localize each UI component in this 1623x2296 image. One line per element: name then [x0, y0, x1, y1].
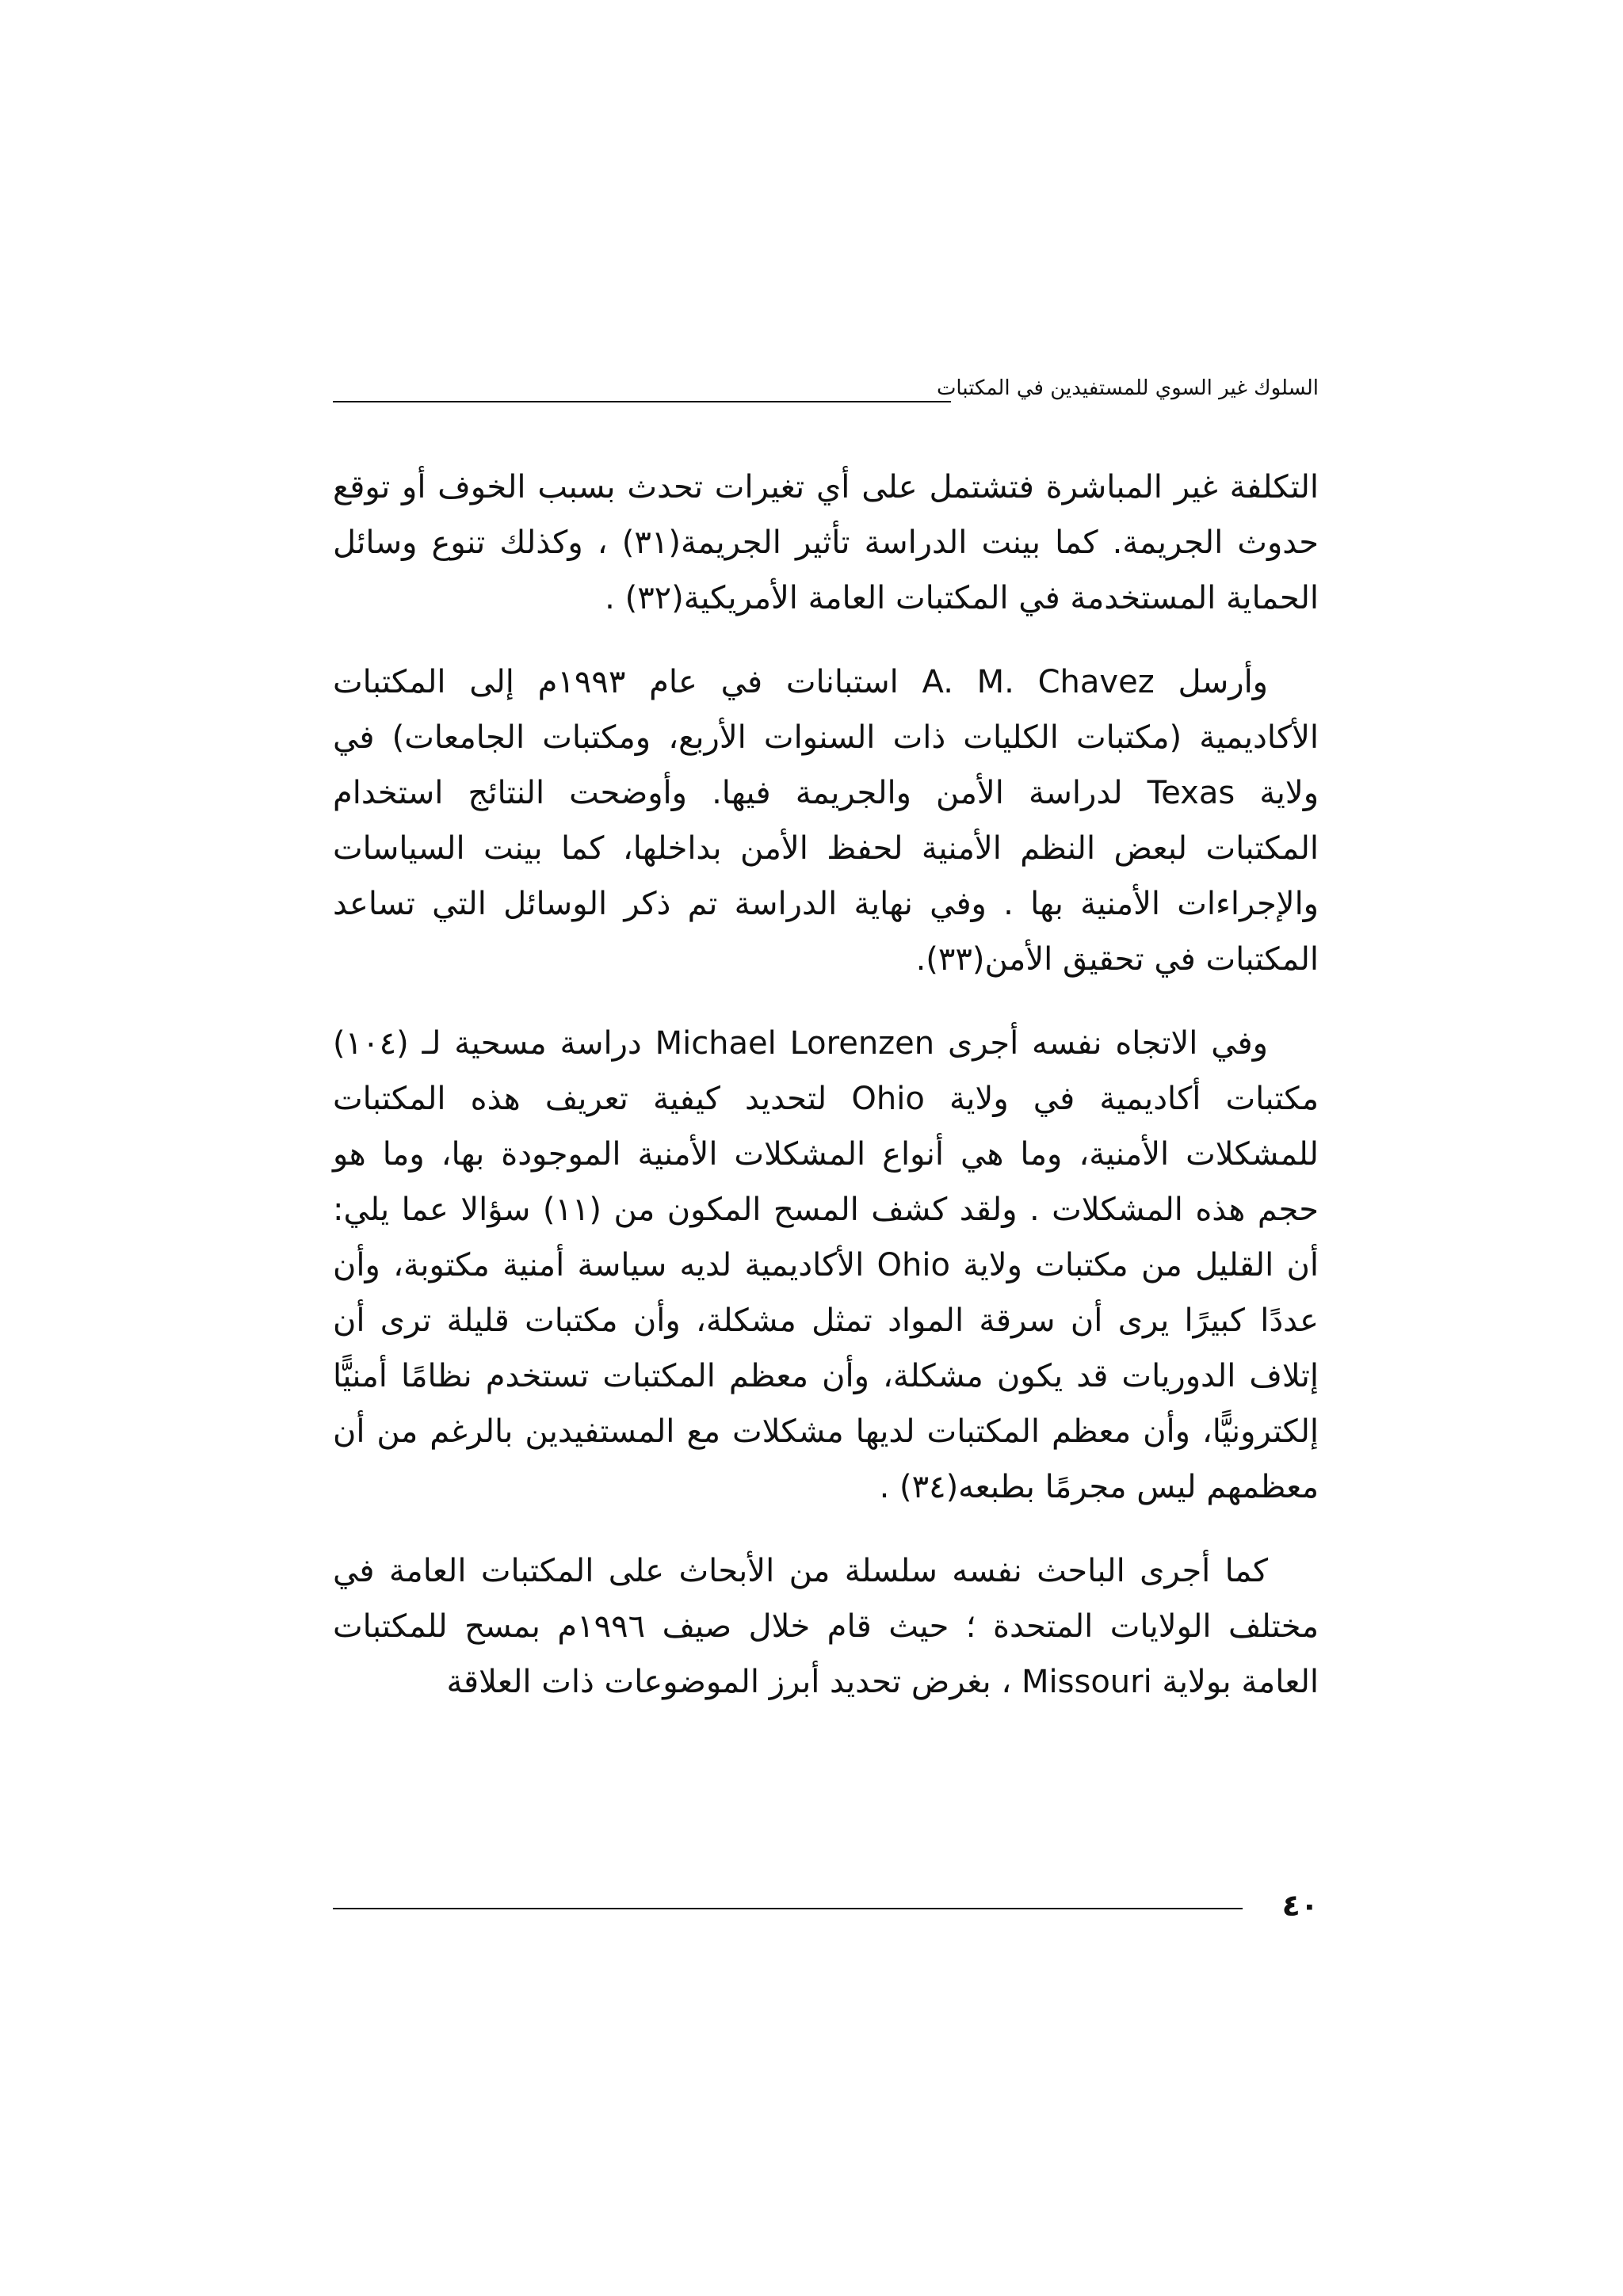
page-number: ٤٠	[1281, 1888, 1319, 1923]
header-rule	[333, 401, 951, 402]
running-title: السلوك غير السوي للمستفيدين في المكتبات	[936, 376, 1319, 400]
paragraph: وفي الاتجاه نفسه أجرى Michael Lorenzen دراسة مسحية لـ (١٠٤) مكتبات أكاديمية في ولاية Ohio لتحديد كيفية تعريف هذه المكتبات للمشكلات الأمنية، وما هي أنواع المشكلات الأمنية الموجودة بها، وما هو حجم هذه المشكلات . ولقد كشف المسح المكون من (١١) سؤالا عما يلي: أن القليل من مكتبات ولاية Ohio الأكاديمية لديه سياسة أمنية مكتوبة، وأن عددًا كبيرًا يرى أن سرقة المواد تمثل مشكلة، وأن مكتبات قليلة ترى أن إتلاف الدوريات قد يكون مشكلة، وأن معظم المكتبات تستخدم نظامًا أمنيًّا إلكترونيًّا، وأن معظم المكتبات لديها مشكلات مع المستفيدين بالرغم من أن معظمهم ليس مجرمًا بطبعه(٣٤) .	[333, 1025, 1319, 1505]
page-footer	[333, 1886, 1319, 1933]
page-header	[333, 372, 1319, 414]
footer-rule	[333, 1908, 1243, 1909]
paragraph: وأرسل A. M. Chavez استبانات في عام ١٩٩٣م إلى المكتبات الأكاديمية (مكتبات الكليات ذات السنوات الأربع، ومكتبات الجامعات) في ولاية Texas لدراسة الأمن والجريمة فيها. وأوضحت النتائج استخدام المكتبات لبعض النظم الأمنية لحفظ الأمن بداخلها، كما بينت السياسات والإجراءات الأمنية بها . وفي نهاية الدراسة تم ذكر الوسائل التي تساعد المكتبات في تحقيق الأمن(٣٣).	[333, 664, 1319, 978]
paragraph: التكلفة غير المباشرة فتشتمل على أي تغيرات تحدث بسبب الخوف أو توقع حدوث الجريمة. كما بينت الدراسة تأثير الجريمة(٣١) ، وكذلك تنوع وسائل الحماية المستخدمة في المكتبات العامة الأمريكية(٣٢) .	[333, 469, 1319, 616]
paragraph: كما أجرى الباحث نفسه سلسلة من الأبحاث على المكتبات العامة في مختلف الولايات المتحدة ؛ حيث قام خلال صيف ١٩٩٦م بمسح للمكتبات العامة بولاية Missouri ، بغرض تحديد أبرز الموضوعات ذات العلاقة	[333, 1553, 1319, 1700]
body-text	[333, 460, 1319, 1738]
